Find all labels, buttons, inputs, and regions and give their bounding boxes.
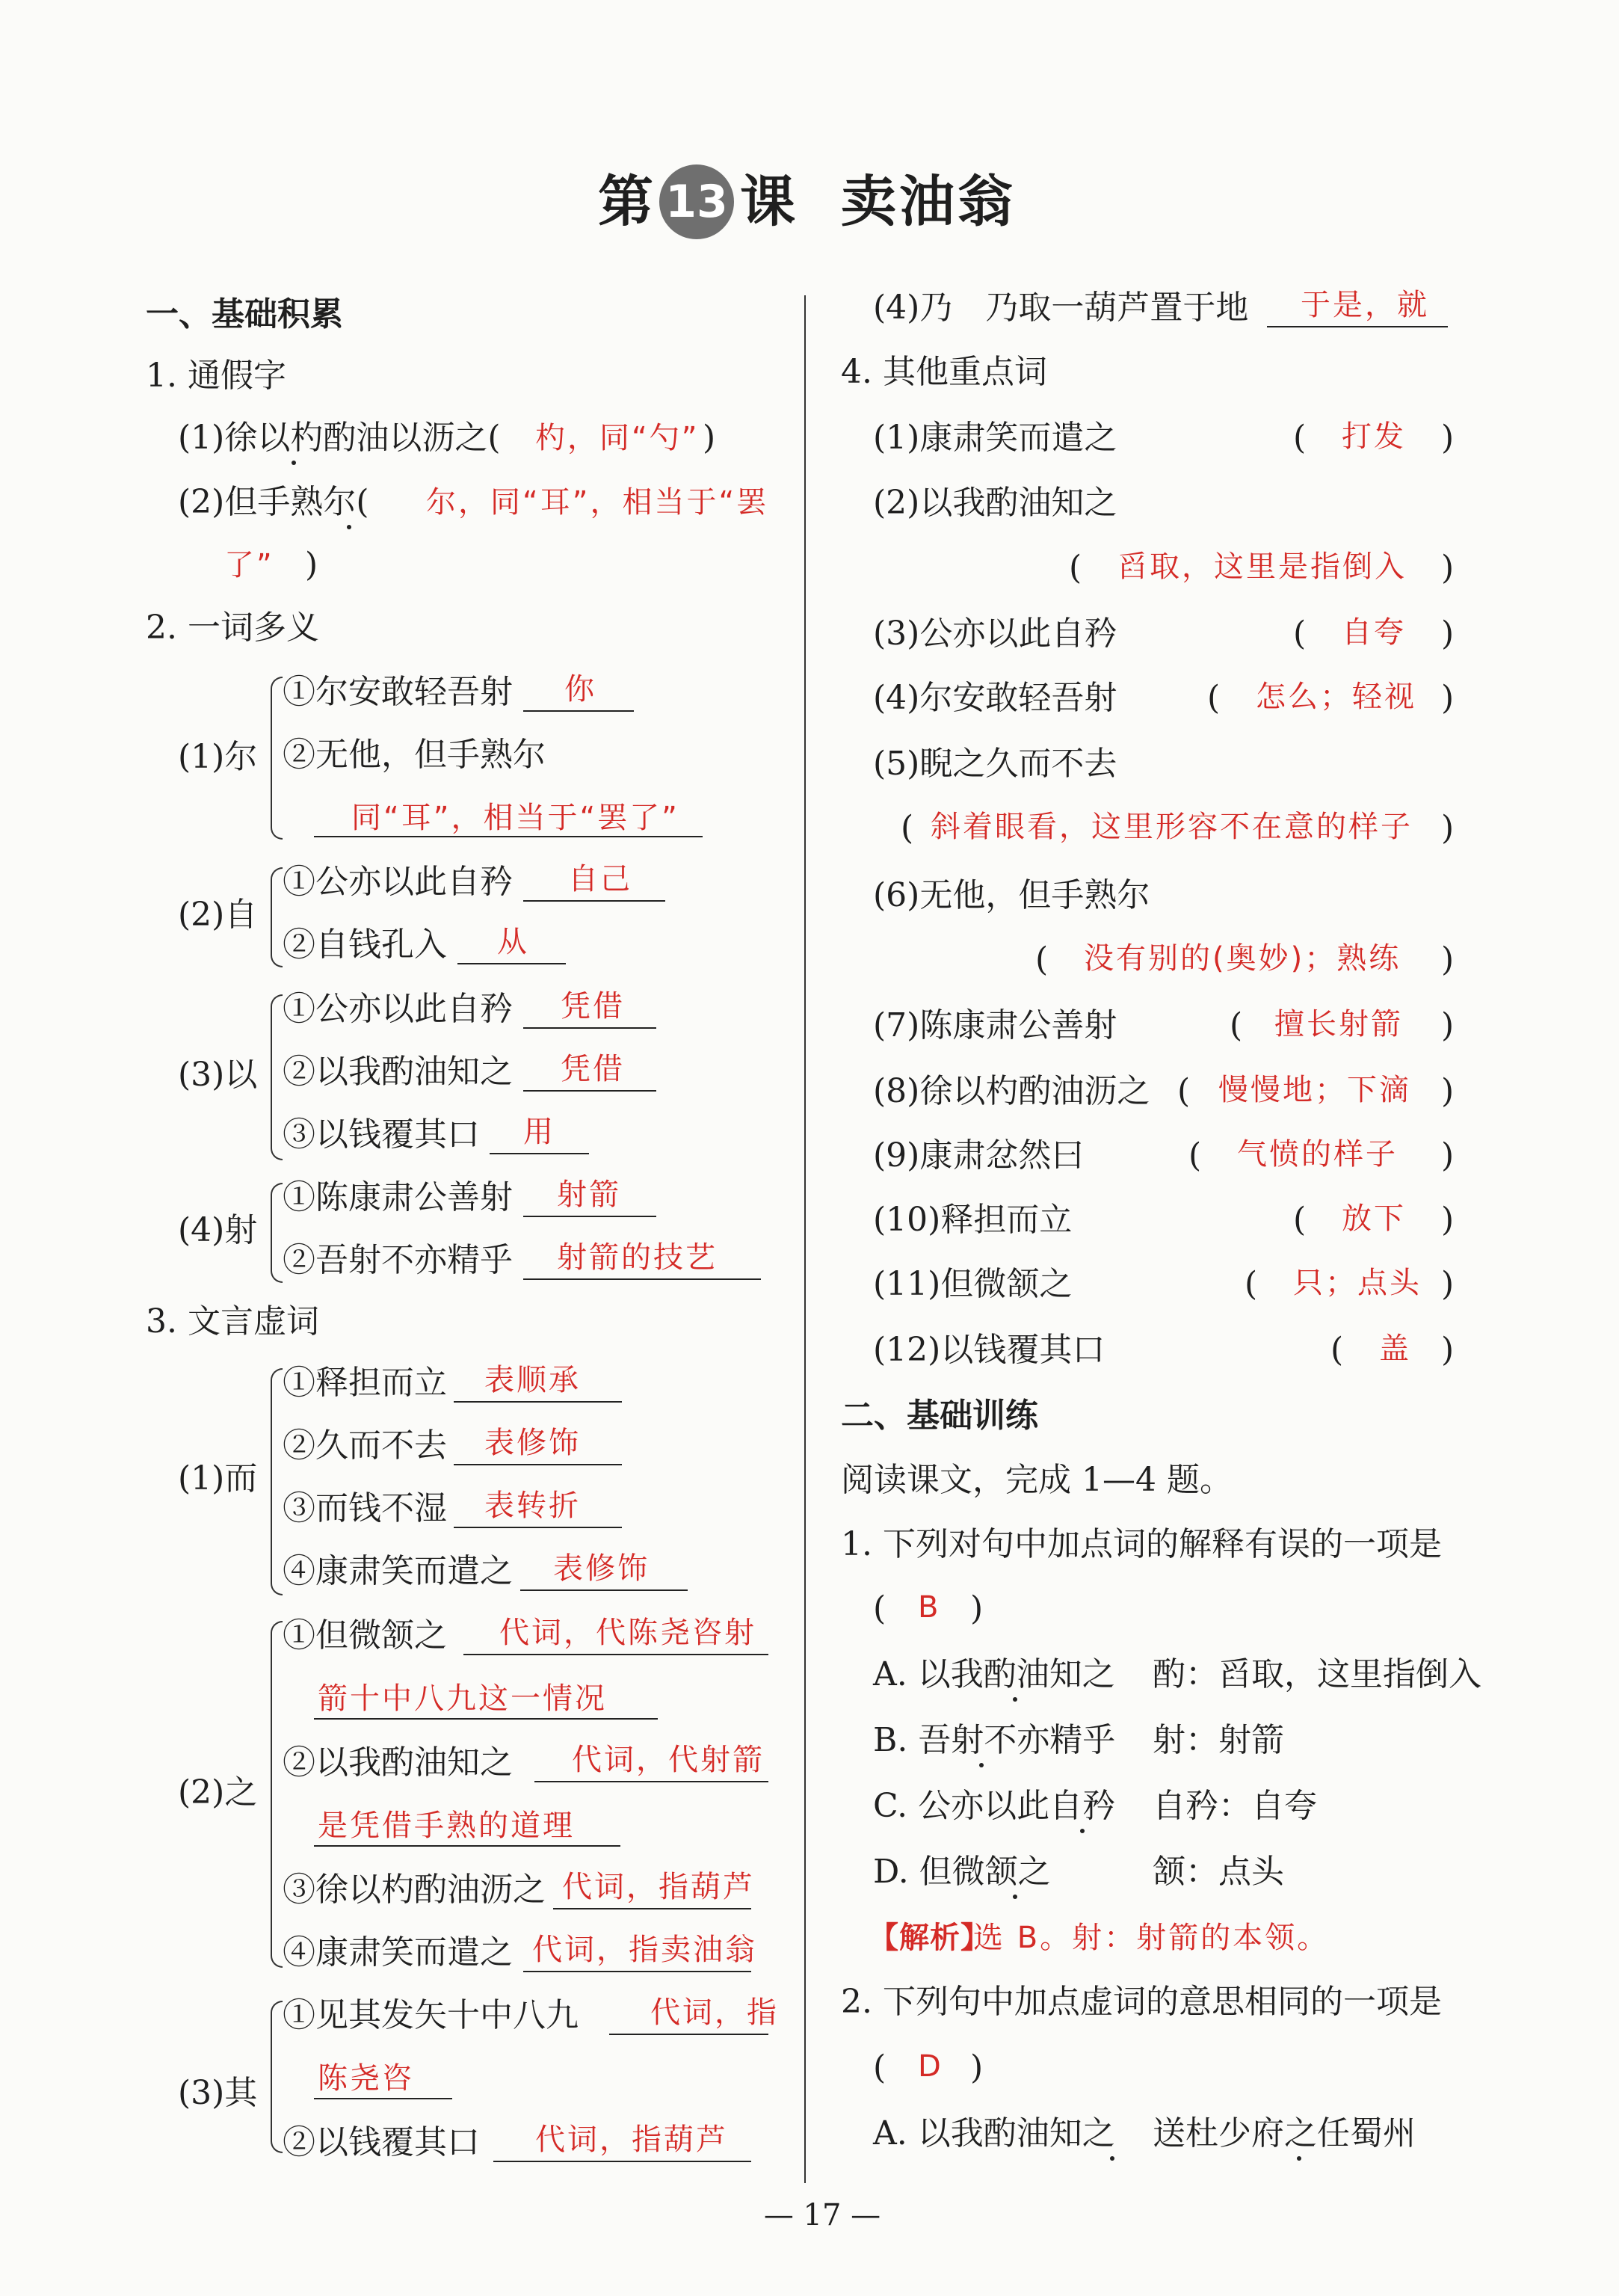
exercise-2-option-a: A. 以我酌油知之 [873,2114,1115,2152]
answer-line [523,1216,656,1217]
lesson-number-badge: 13 [659,164,734,239]
paren-open: ( [1230,1006,1243,1044]
answer-line [523,710,634,712]
answer-line [454,1464,622,1465]
q1-item2-answer-cont: 了” [224,548,274,582]
paren-open: ( [901,809,914,847]
q3-heading: 3. 文言虚词 [146,1302,319,1341]
q2-g3-b-answer: 凭借 [561,1052,625,1086]
page-number-value: 17 [803,2198,842,2232]
q4-item-11: (11)但微颔之 [873,1265,1073,1303]
q3-g2-b-answer: 代词，代射箭 [572,1743,765,1777]
page-number: — 17 — [763,2198,881,2232]
q3-g1-label: (1)而 [178,1459,258,1498]
q3-g2-b: ②以我酌油知之 [283,1743,513,1782]
q2-g4-a: ①陈康肃公善射 [283,1178,513,1216]
answer-line [493,2161,751,2162]
answer-line [314,2098,452,2099]
q3-g2-d-answer: 代词，指卖油翁 [532,1933,757,1967]
answer-line [523,1278,761,1280]
exercise-2-answer: D [918,2049,943,2084]
q2-g2-label: (2)自 [178,896,258,934]
q4-heading: 4. 其他重点词 [841,353,1047,391]
exercise-2-stem: 2. 下列句中加点虚词的意思相同的一项是 [841,1983,1442,2021]
q2-g4-b-answer: 射箭的技艺 [557,1240,718,1275]
paren-open: ( [1177,1072,1191,1110]
brace [271,1368,283,1595]
paren-close: ) [1441,941,1455,979]
answer-line [523,1090,656,1092]
q4-item-10: (10)释担而立 [873,1201,1073,1239]
answer-line [490,1153,589,1154]
emphasis-dot [1013,1697,1017,1702]
option-b: B. 吾射不亦精乎 [873,1721,1116,1759]
q2-g4-a-answer: 射箭 [557,1178,621,1212]
answer-line [1267,326,1448,327]
q2-g1-a: ①尔安敢轻吾射 [283,673,513,711]
paren-open: ( [1330,1331,1344,1369]
option-c-gloss: 自矜：自夸 [1153,1787,1317,1825]
q4-item-2: (2)以我酌油知之 [873,484,1117,522]
brace [271,677,283,840]
q3-g4-a-answer: 于是，就 [1301,288,1429,322]
q3-g2-a-answer: 代词，代陈尧咨射 [499,1616,756,1650]
q2-g1-b: ②无他，但手熟尔 [283,736,546,774]
q4-item-9: (9)康肃忿然曰 [873,1136,1085,1175]
emphasis-dot [347,525,351,529]
paren-close: ) [1441,1201,1455,1239]
q3-g3-a-answer-cont: 陈尧咨 [318,2061,414,2096]
q2-g1-a-answer: 你 [564,672,596,707]
q4-item-7: (7)陈康肃公善射 [873,1006,1117,1044]
answer-line [609,2034,768,2035]
q4-item-7-answer: 擅长射箭 [1274,1007,1403,1041]
q3-g1-b: ②久而不去 [283,1426,447,1465]
paren-close: ) [970,1589,984,1628]
q2-g2-a: ①公亦以此自矜 [283,863,513,901]
paren-close: ) [1441,1136,1455,1175]
answer-line [454,1401,622,1403]
q3-g1-c-answer: 表转折 [484,1489,581,1523]
brace [271,1183,283,1283]
paren-close: ) [1441,1265,1455,1303]
q2-g3-c: ③以钱覆其口 [283,1115,480,1154]
q3-g2-label: (2)之 [178,1773,258,1812]
section-heading-2: 二、基础训练 [841,1397,1038,1435]
paren-open: ( [1293,419,1307,457]
q1-item2-answer: 尔，同“耳”，相当于“罢 [426,485,769,520]
q2-g4-label: (4)射 [178,1211,258,1249]
title-name: 卖油翁 [841,170,1016,234]
answer-line [523,900,665,902]
q3-g3-a: ①见其发矢十中八九 [283,1996,579,2034]
q3-g3-a-answer: 代词，指 [650,1995,779,2030]
reading-instruction: 阅读课文，完成 1—4 题。 [841,1461,1233,1499]
q3-g1-a-answer: 表顺承 [484,1363,581,1397]
q3-g1-b-answer: 表修饰 [484,1426,581,1460]
answer-line [457,963,566,964]
q4-item-3-answer: 自夸 [1342,615,1406,650]
paren-open: ( [1035,941,1049,979]
emphasis-dot [1080,1829,1085,1833]
q4-item-5: (5)睨之久而不去 [873,745,1117,783]
q3-g2-a: ①但微颔之 [283,1616,447,1655]
q2-g1-b-answer: 同“耳”，相当于“罢了” [351,801,679,835]
q4-item-12-answer: 盖 [1379,1332,1411,1366]
option-a-gloss: 酌：舀取，这里指倒入 [1153,1655,1481,1693]
q3-g2-b-answer-cont: 是凭借手熟的道理 [318,1809,575,1843]
q4-item-6: (6)无他，但手熟尔 [873,876,1150,914]
paren-open: ( [1207,679,1221,717]
paren-open: ( [1293,1201,1307,1239]
q2-g3-label: (3)以 [178,1056,258,1094]
emphasis-dot [1297,2156,1301,2161]
emphasis-dot [979,1763,984,1767]
q1-item1-answer: 杓，同“勺” [535,421,700,455]
brace [271,994,283,1160]
q4-item-12: (12)以钱覆其口 [873,1331,1105,1369]
paren-open: ( [1245,1265,1258,1303]
q4-item-11-answer: 只；点头 [1293,1266,1422,1300]
q4-item-2-answer: 舀取，这里是指倒入 [1117,550,1407,584]
brace [271,1621,283,1968]
q2-g2-b-answer: 从 [497,925,529,959]
q2-g1-label: (1)尔 [178,738,258,776]
q1-item1: (1)徐以杓酌油以沥之( [178,419,501,457]
option-c: C. 公亦以此自矜 [873,1787,1116,1825]
paren-open: ( [873,2049,886,2087]
answer-line [520,1589,688,1591]
q3-g1-d: ④康肃笑而遣之 [283,1552,513,1590]
q4-item-4-answer: 怎么；轻视 [1256,680,1416,714]
q2-heading: 2. 一词多义 [146,609,319,647]
paren-open: ( [1293,615,1307,653]
q2-g3-a: ①公亦以此自矜 [283,990,513,1028]
paren-close: ) [1441,1331,1455,1369]
emphasis-dot [1013,1895,1017,1899]
answer-line [314,836,703,837]
brace [271,2001,283,2153]
paren-close: ) [1441,615,1455,653]
q1-item2: (2)但手熟尔( [178,483,369,521]
q3-g4-a: (4)乃 乃取一葫芦置于地 [873,289,1249,327]
answer-line [454,1527,622,1528]
q4-item-5-answer: 斜着眼看，这里形容不在意的样子 [931,810,1413,844]
q3-g2-d: ④康肃笑而遣之 [283,1933,513,1972]
q3-g3-label: (3)其 [178,2074,258,2112]
q4-item-3: (3)公亦以此自矜 [873,615,1117,653]
answer-line [314,1718,658,1720]
section-heading-1: 一、基础积累 [146,295,343,333]
answer-line [553,1908,751,1909]
q4-item-9-answer: 气愤的样子 [1237,1137,1398,1172]
exercise-1-stem: 1. 下列对句中加点词的解释有误的一项是 [841,1525,1442,1563]
q4-item-4: (4)尔安敢轻吾射 [873,679,1117,717]
q2-g2-a-answer: 自己 [568,862,632,896]
paren-close: ) [1441,1006,1455,1044]
q4-item-8: (8)徐以杓酌油沥之 [873,1072,1150,1110]
q2-g3-a-answer: 凭借 [561,989,625,1024]
q1-heading: 1. 通假字 [146,357,286,395]
title-suffix: 课 [740,170,795,234]
paren-close: ) [1441,809,1455,847]
q2-g3-b: ②以我酌油知之 [283,1053,513,1091]
paren-close: ) [970,2049,984,2087]
answer-line [314,1845,620,1847]
paren-open: ( [873,1589,886,1628]
paren-open: ( [1188,1136,1202,1175]
answer-line [463,1654,768,1655]
exercise-2-option-a-gloss: 送杜少府之任蜀州 [1153,2114,1416,2152]
q2-g3-c-answer: 用 [523,1115,555,1149]
emphasis-dot [1110,2156,1114,2161]
q4-item-1-answer: 打发 [1342,419,1406,454]
q1-item1-close: ) [703,419,716,457]
q1-item2-close: ) [305,546,318,584]
q3-g1-a: ①释担而立 [283,1364,447,1402]
option-a: A. 以我酌油知之 [873,1655,1115,1693]
q3-g3-b: ②以钱覆其口 [283,2123,480,2161]
analysis-tag: 【解析】 [869,1921,991,1955]
title-prefix: 第 [598,170,653,234]
answer-line [523,1027,656,1029]
option-d: D. 但微颔之 [873,1853,1051,1891]
paren-close: ) [1441,679,1455,717]
paren-close: ) [1441,419,1455,457]
paren-close: ) [1441,549,1455,587]
q2-g2-b: ②自钱孔入 [283,926,447,964]
brace [271,867,283,967]
q3-g3-b-answer: 代词，指葫芦 [535,2123,728,2157]
answer-line [534,1781,768,1782]
paren-open: ( [1069,549,1082,587]
q3-g2-c: ③徐以杓酌油沥之 [283,1871,546,1909]
option-b-gloss: 射：射箭 [1153,1721,1284,1759]
q3-g1-d-answer: 表修饰 [553,1551,650,1586]
q3-g2-c-answer: 代词，指葫芦 [562,1870,755,1904]
column-divider [804,295,806,2183]
emphasis-dot [292,461,296,465]
q4-item-6-answer: 没有别的(奥妙)；熟练 [1084,941,1401,976]
q3-g2-a-answer-cont: 箭十中八九这一情况 [318,1681,607,1716]
q4-item-8-answer: 慢慢地；下滴 [1218,1073,1411,1107]
lesson-title [598,153,1046,236]
q3-g1-c: ③而钱不湿 [283,1489,447,1527]
analysis-text: 选 B。射：射箭的本领。 [973,1921,1330,1955]
q2-g4-b: ②吾射不亦精乎 [283,1241,513,1279]
option-d-gloss: 颔：点头 [1153,1853,1284,1891]
q4-item-1: (1)康肃笑而遣之 [873,419,1117,457]
q4-item-10-answer: 放下 [1342,1201,1406,1236]
paren-close: ) [1441,1072,1455,1110]
exercise-1-answer: B [918,1590,941,1625]
answer-line [523,1971,751,1972]
